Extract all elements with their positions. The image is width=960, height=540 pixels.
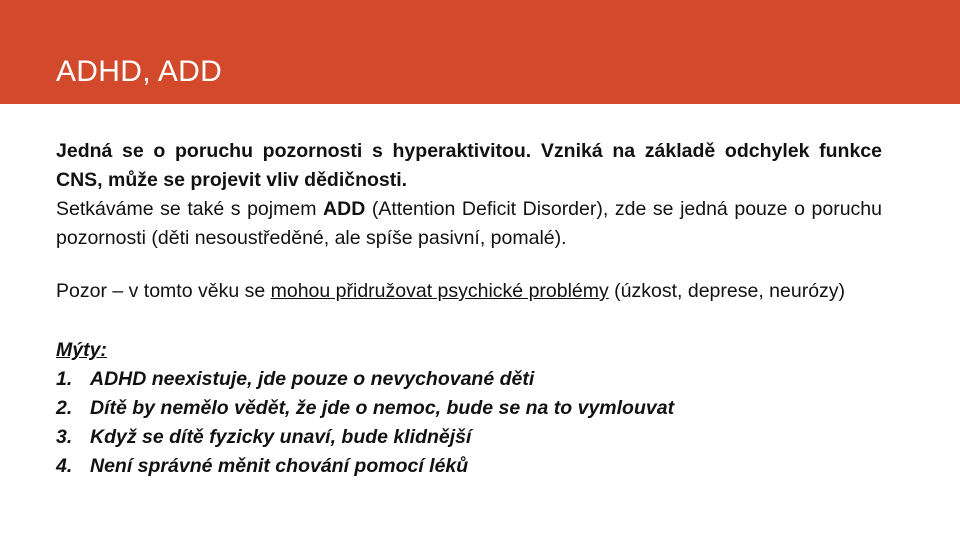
warning-paragraph	[56, 277, 882, 306]
add-paragraph	[56, 195, 882, 253]
slide-title: ADHD, ADD	[56, 55, 223, 88]
myth-number: 1.	[56, 368, 73, 390]
add-term: ADD	[323, 198, 366, 220]
myth-text: Když se dítě fyzicky unaví, bude klidnější	[90, 426, 472, 448]
myth-number: 2.	[56, 397, 73, 419]
myths-list	[56, 365, 882, 481]
warning-underlined-text: mohou přidružovat psychické problémy	[270, 280, 609, 302]
warning-text-part1: Pozor – v tomto věku se	[56, 280, 271, 302]
warning-text-part2: (úzkost, deprese, neurózy)	[608, 280, 846, 302]
myth-item	[56, 365, 882, 394]
myth-text: Dítě by nemělo vědět, že jde o nemoc, bude se na to vymlouvat	[90, 397, 675, 419]
myth-text: Není správné měnit chování pomocí léků	[90, 455, 469, 477]
title-bar	[0, 0, 960, 104]
myth-item	[56, 394, 882, 423]
myth-number: 4.	[56, 455, 73, 477]
slide-content	[56, 137, 882, 481]
myth-item	[56, 423, 882, 452]
intro-paragraph: Jedná se o poruchu pozornosti s hyperaktivitou. Vzniká na základě odchylek funkce CNS, může se projevit vliv dědičnosti.	[56, 140, 882, 191]
add-text-part2: (Attention Deficit Disorder), zde se jedná pouze o poruchu pozornosti (děti nesoustředěné, ale spíše pasivní, pomalé).	[56, 198, 882, 249]
add-text-part1: Setkáváme se také s pojmem	[56, 198, 324, 220]
myths-heading: Mýty:	[56, 339, 107, 361]
myth-text: ADHD neexistuje, jde pouze o nevychované děti	[90, 368, 535, 390]
myth-number: 3.	[56, 426, 73, 448]
myth-item	[56, 452, 882, 481]
